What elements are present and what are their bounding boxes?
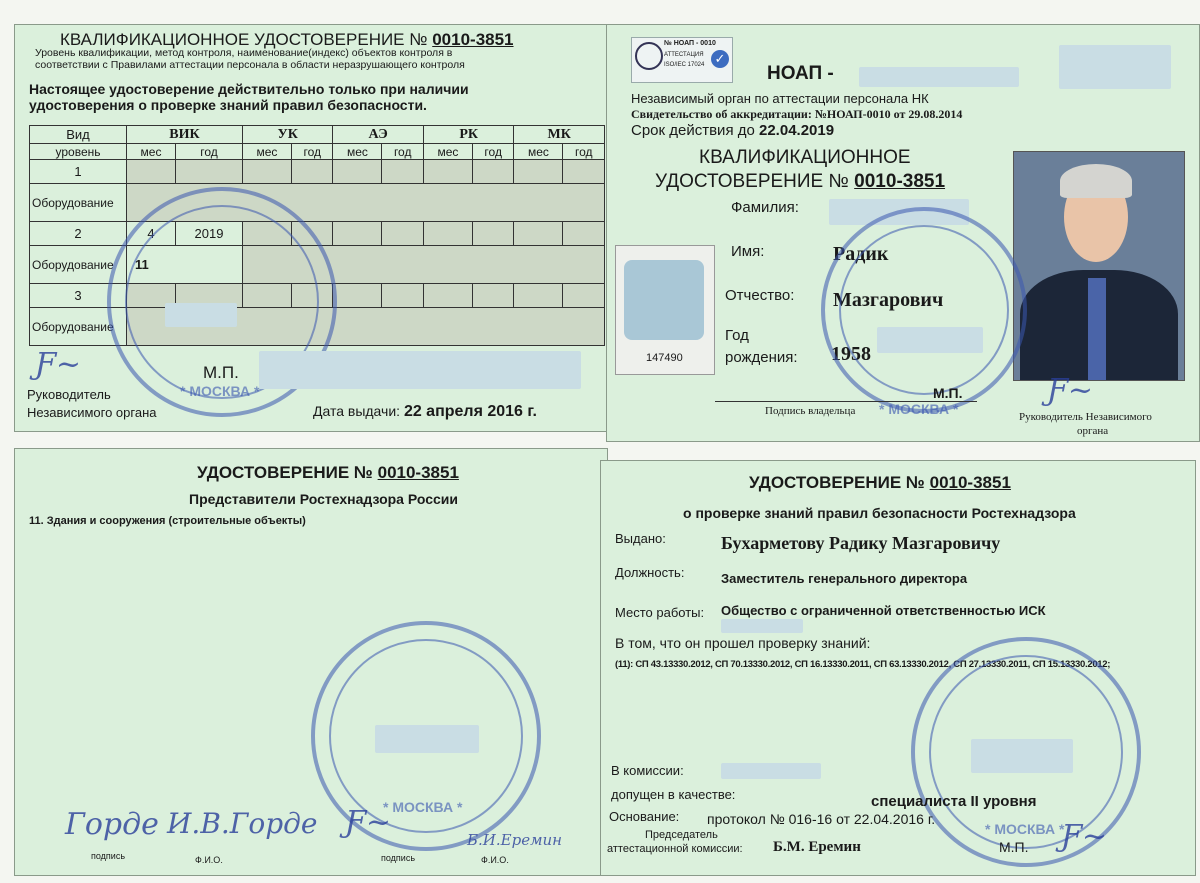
p2-org: НОАП - (767, 63, 834, 84)
p1-issue-label: Дата выдачи: (313, 403, 404, 419)
signature-chair: Ƒ~ (1061, 819, 1107, 854)
p2-surname-label: Фамилия: (731, 199, 799, 216)
p4-issued-label: Выдано: (615, 531, 666, 546)
signature-eremin: Ƒ~ (345, 805, 391, 840)
p2-head-2: органа (1077, 425, 1109, 437)
row-level-3: 3 (30, 284, 127, 308)
p1-head-1: Руководитель (27, 387, 111, 402)
p2-accred-from: от (890, 107, 909, 121)
hdr-mes: мес (333, 144, 382, 160)
p2-org-desc: Независимый орган по аттестации персонала НК (631, 91, 929, 106)
accreditation-logo (631, 37, 733, 83)
redacted-p3 (375, 725, 479, 753)
hologram-sticker (615, 245, 715, 375)
redacted-commission (721, 763, 821, 779)
p2-year-label-2: рождения: (725, 349, 798, 366)
redacted-org (859, 67, 1019, 87)
p1-head-2: Независимого органа (27, 405, 157, 420)
row-level-2: 2 (30, 222, 127, 246)
check-icon: ✓ (711, 50, 729, 68)
p4-basis-label: Основание: (609, 809, 680, 824)
p3-number: 0010-3851 (377, 463, 459, 482)
col-vid: Вид (30, 126, 127, 144)
photo-tie (1088, 278, 1106, 380)
p4-basis: протокол № 016-16 от 22.04.2016 г. (707, 811, 936, 827)
stamp-3-city: * МОСКВА * (383, 799, 463, 815)
col-level: уровень (30, 144, 127, 160)
p2-mp: М.П. (933, 385, 963, 401)
p1-desc-2: соответствии с Правилами аттестации персонала в области неразрушающего контроля (35, 59, 465, 71)
p4-issued: Бухарметову Радику Мазгаровичу (721, 533, 1001, 553)
p1-desc-1: Уровень квалификации, метод контроля, наименование(индекс) объектов контроля в (35, 47, 453, 59)
stamp-2-city: * МОСКВА * (879, 401, 959, 417)
p4-chair-2: аттестационной комиссии: (607, 843, 743, 855)
redacted-work (721, 619, 803, 633)
hdr-god: год (176, 144, 243, 160)
stamp-4-city: * МОСКВА * (985, 821, 1065, 837)
p1-valid-2: удостоверения о проверке знаний правил безопасности. (29, 97, 427, 113)
owner-photo (1013, 151, 1185, 381)
p1-mp: М.П. (203, 363, 239, 382)
panel-knowledge-check (600, 460, 1196, 876)
p2-term-label: Срок действия до (631, 122, 759, 139)
p2-owner-sign: Подпись владельца (765, 405, 856, 417)
row-level-1: 1 (30, 160, 127, 184)
p2-accred-label: Свидетельство об аккредитации: (631, 107, 815, 121)
p2-term-line (631, 122, 834, 139)
p4-commission-label: В комиссии: (611, 763, 684, 778)
p3-item: 11. Здания и сооружения (строительные объекты) (29, 515, 306, 527)
p1-issue-line (313, 403, 537, 421)
panel-qualification-table (14, 24, 608, 432)
hdr-mes: мес (423, 144, 472, 160)
p3-title-line (197, 463, 459, 483)
p3-sign-1: подпись (91, 851, 126, 861)
row-equipment-1: Оборудование (30, 184, 127, 222)
p3-sign-2: подпись (381, 853, 416, 863)
cell-year: 2019 (176, 222, 243, 246)
p2-year: 1958 (831, 343, 871, 365)
logo-emblem-icon (635, 42, 663, 70)
p4-passed: В том, что он прошел проверку знаний: (615, 635, 871, 651)
signature-head-2: Ƒ~ (1047, 373, 1093, 408)
cell-equipment: 11 (127, 246, 243, 284)
method-mk: МК (514, 126, 605, 144)
method-ae: АЭ (333, 126, 423, 144)
p3-fio-1: Ф.И.О. (195, 855, 223, 865)
stamp-1-city: * МОСКВА * (180, 383, 260, 399)
p2-title-1: КВАЛИФИКАЦИОННОЕ (699, 147, 911, 168)
p2-title-2-line (655, 171, 945, 193)
p1-title: КВАЛИФИКАЦИОННОЕ УДОСТОВЕРЕНИЕ № (60, 30, 433, 49)
p4-subtitle: о проверке знаний правил безопасности Ростехнадзора (683, 505, 1076, 521)
p2-accred-line (631, 107, 962, 122)
p4-chair-1: Председатель (645, 829, 718, 841)
signature-head-1: Ƒ~ (35, 347, 81, 382)
p2-year-label-1: Год (725, 327, 749, 344)
p4-chair-name: Б.М. Еремин (773, 839, 861, 855)
p2-name: Радик (833, 243, 889, 265)
method-uk: УК (242, 126, 332, 144)
p2-accred-date: 29.08.2014 (908, 107, 963, 121)
p2-number: 0010-3851 (854, 171, 946, 192)
signature-gorde: Горде (65, 807, 159, 842)
hdr-god: год (382, 144, 423, 160)
p4-title-line (749, 473, 1011, 493)
p4-admitted: специалиста II уровня (871, 793, 1037, 810)
p2-head-1: Руководитель Независимого (1019, 411, 1152, 423)
p1-number: 0010-3851 (432, 30, 514, 49)
redacted-stamp-4 (971, 739, 1073, 773)
logo-bot: ISO/IEC 17024 (664, 62, 705, 68)
p2-name-label: Имя: (731, 243, 765, 260)
logo-top: № НОАП - 0010 (664, 40, 716, 47)
p3-subtitle: Представители Ростехнадзора России (189, 491, 458, 507)
p4-admitted-label: допущен в качестве: (611, 787, 736, 802)
panel-personal (606, 24, 1200, 442)
p2-term-date: 22.04.2019 (759, 122, 835, 139)
p2-patronymic: Мазгарович (833, 289, 944, 311)
redacted-corner (1059, 45, 1171, 89)
photo-hair (1060, 164, 1132, 198)
hologram-icon (624, 260, 704, 340)
fio-eremin: Б.И.Еремин (467, 831, 563, 849)
p1-issue-date: 22 апреля 2016 г. (403, 403, 537, 420)
hdr-god: год (563, 144, 605, 160)
p4-work: Общество с ограниченной ответственностью ИСК (721, 603, 1046, 618)
fio-gorde: И.В.Горде (167, 807, 318, 840)
row-equipment-3: Оборудование (30, 308, 127, 346)
p1-valid-1: Настоящее удостоверение действительно только при наличии (29, 81, 469, 97)
p4-work-label: Место работы: (615, 605, 705, 620)
p4-title: УДОСТОВЕРЕНИЕ № (749, 473, 930, 492)
p2-patr-label: Отчество: (725, 287, 795, 304)
p3-title: УДОСТОВЕРЕНИЕ № (197, 463, 378, 482)
stamp-2 (821, 207, 1027, 413)
p4-position: Заместитель генерального директора (721, 571, 968, 586)
method-rk: РК (423, 126, 513, 144)
panel-rostekhnadzor (14, 448, 608, 876)
logo-mid: АТТЕСТАЦИЯ (664, 52, 704, 58)
row-equipment-2: Оборудование (30, 246, 127, 284)
p4-position-label: Должность: (615, 565, 685, 580)
p2-accred-no: №НОАП-0010 (814, 107, 891, 121)
method-vik: ВИК (127, 126, 243, 144)
redacted-mp (259, 351, 581, 389)
p4-mp: М.П. (999, 839, 1029, 855)
hdr-mes: мес (514, 144, 563, 160)
p4-number: 0010-3851 (929, 473, 1011, 492)
p3-fio-2: Ф.И.О. (481, 855, 509, 865)
hdr-god: год (292, 144, 333, 160)
cell-month: 4 (127, 222, 176, 246)
hdr-mes: мес (242, 144, 291, 160)
hdr-mes: мес (127, 144, 176, 160)
hdr-god: год (472, 144, 513, 160)
owner-sign-line (715, 401, 977, 402)
p4-codes: (11): СП 43.13330.2012, СП 70.13330.2012, СП 16.13330.2011, СП 63.13330.2012, СП 27.13330.2011, СП 15.13330.2012; (615, 659, 1111, 670)
p2-title-2: УДОСТОВЕРЕНИЕ № (655, 171, 855, 192)
hologram-number: 147490 (646, 352, 683, 364)
